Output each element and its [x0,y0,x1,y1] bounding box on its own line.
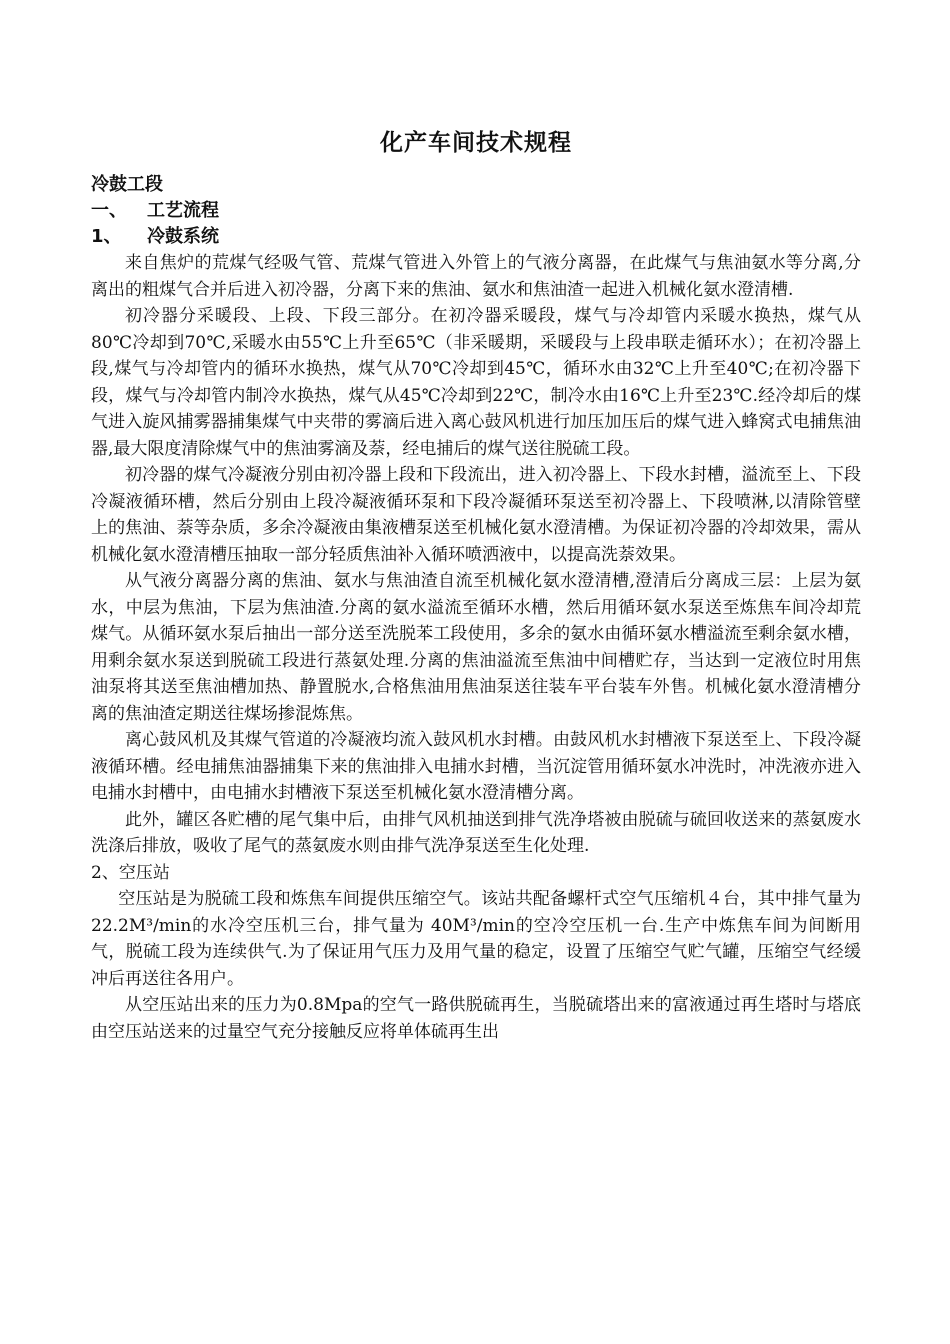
heading-cooling-system [91,224,861,250]
document-page [91,128,861,1045]
paragraph: 来自焦炉的荒煤气经吸气管、荒煤气管进入外管上的气液分离器，在此煤气与焦油氨水等分离,分离出的粗煤气合并后进入初冷器，分离下来的焦油、氨水和焦油渣一起进入机械化氨水澄清槽. [91,253,861,300]
document-title: 化产车间技术规程 [380,130,572,156]
heading-number: 1、 [91,226,122,247]
section-title: 冷鼓工段 [91,174,163,195]
paragraph: 从空压站出来的压力为0.8Mpa的空气一路供脱硫再生，当脱硫塔出来的富液通过再生塔时与塔底由空压站送来的过量空气充分接触反应将单体硫再生出 [91,995,861,1042]
paragraph: 空压站是为脱硫工段和炼焦车间提供压缩空气。该站共配备螺杆式空气压缩机４台，其中排气量为22.2M³/min的水冷空压机三台，排气量为 40M³/min的空冷空压机一台.生产中炼焦车间为间断用气，脱硫工段为连续供气.为了保证用气压力及用气量的稳定，设置了压缩空气贮气罐，压缩空气经缓冲后再送往各用户。 [91,889,861,989]
heading-process-flow [91,198,861,224]
heading-text: 工艺流程 [147,200,219,221]
paragraph: 此外，罐区各贮槽的尾气集中后，由排气风机抽送到排气洗净塔被由脱硫与硫回收送来的蒸氨废水洗涤后排放，吸收了尾气的蒸氨废水则由排气洗净泵送至生化处理. [91,809,861,856]
paragraph: 初冷器分采暖段、上段、下段三部分。在初冷器采暖段，煤气与冷却管内采暖水换热，煤气从80℃冷却到70℃,采暖水由55℃上升至65℃（非采暖期，采暖段与上段串联走循环水）；在初冷器上段,煤气与冷却管内的循环水换热，煤气从70℃冷却到45℃，循环水由32℃上升至40℃;在初冷器下段，煤气与冷却管内制冷水换热，煤气从45℃冷却到22℃，制冷水由16℃上升至23℃.经冷却后的煤气进入旋风捕雾器捕集煤气中夹带的雾滴后进入离心鼓风机进行加压加压后的煤气进入蜂窝式电捕焦油器,最大限度清除煤气中的焦油雾滴及萘，经电捕后的煤气送往脱硫工段。 [91,306,861,459]
heading-text: 冷鼓系统 [147,226,219,247]
paragraph: 离心鼓风机及其煤气管道的冷凝液均流入鼓风机水封槽。由鼓风机水封槽液下泵送至上、下段冷凝液循环槽。经电捕焦油器捕集下来的焦油排入电捕水封槽，当沉淀管用循环氨水冲洗时，冲洗液亦进入电捕水封槽中，由电捕水封槽液下泵送至机械化氨水澄清槽分离。 [91,730,861,803]
paragraph: 从气液分离器分离的焦油、氨水与焦油渣自流至机械化氨水澄清槽,澄清后分离成三层：上层为氨水，中层为焦油，下层为焦油渣.分离的氨水溢流至循环水槽，然后用循环氨水泵送至炼焦车间冷却荒煤气。从循环氨水泵后抽出一部分送至洗脱苯工段使用，多余的氨水由循环氨水槽溢流至剩余氨水槽，用剩余氨水泵送到脱硫工段进行蒸氨处理.分离的焦油溢流至焦油中间槽贮存，当达到一定液位时用焦油泵将其送至焦油槽加热、静置脱水,合格焦油用焦油泵送往装车平台装车外售。机械化氨水澄清槽分离的焦油渣定期送往煤场掺混炼焦。 [91,571,861,724]
heading-air-compressor-station: 2、空压站 [91,862,170,883]
paragraph: 初冷器的煤气冷凝液分别由初冷器上段和下段流出，进入初冷器上、下段水封槽，溢流至上、下段冷凝液循环槽，然后分别由上段冷凝液循环泵和下段冷凝循环泵送至初冷器上、下段喷淋,以清除管壁上的焦油、萘等杂质，多余冷凝液由集液槽泵送至机械化氨水澄清槽。为保证初冷器的冷却效果，需从机械化氨水澄清槽压抽取一部分轻质焦油补入循环喷洒液中，以提高洗萘效果。 [91,465,861,565]
heading-number: 一、 [91,200,127,221]
